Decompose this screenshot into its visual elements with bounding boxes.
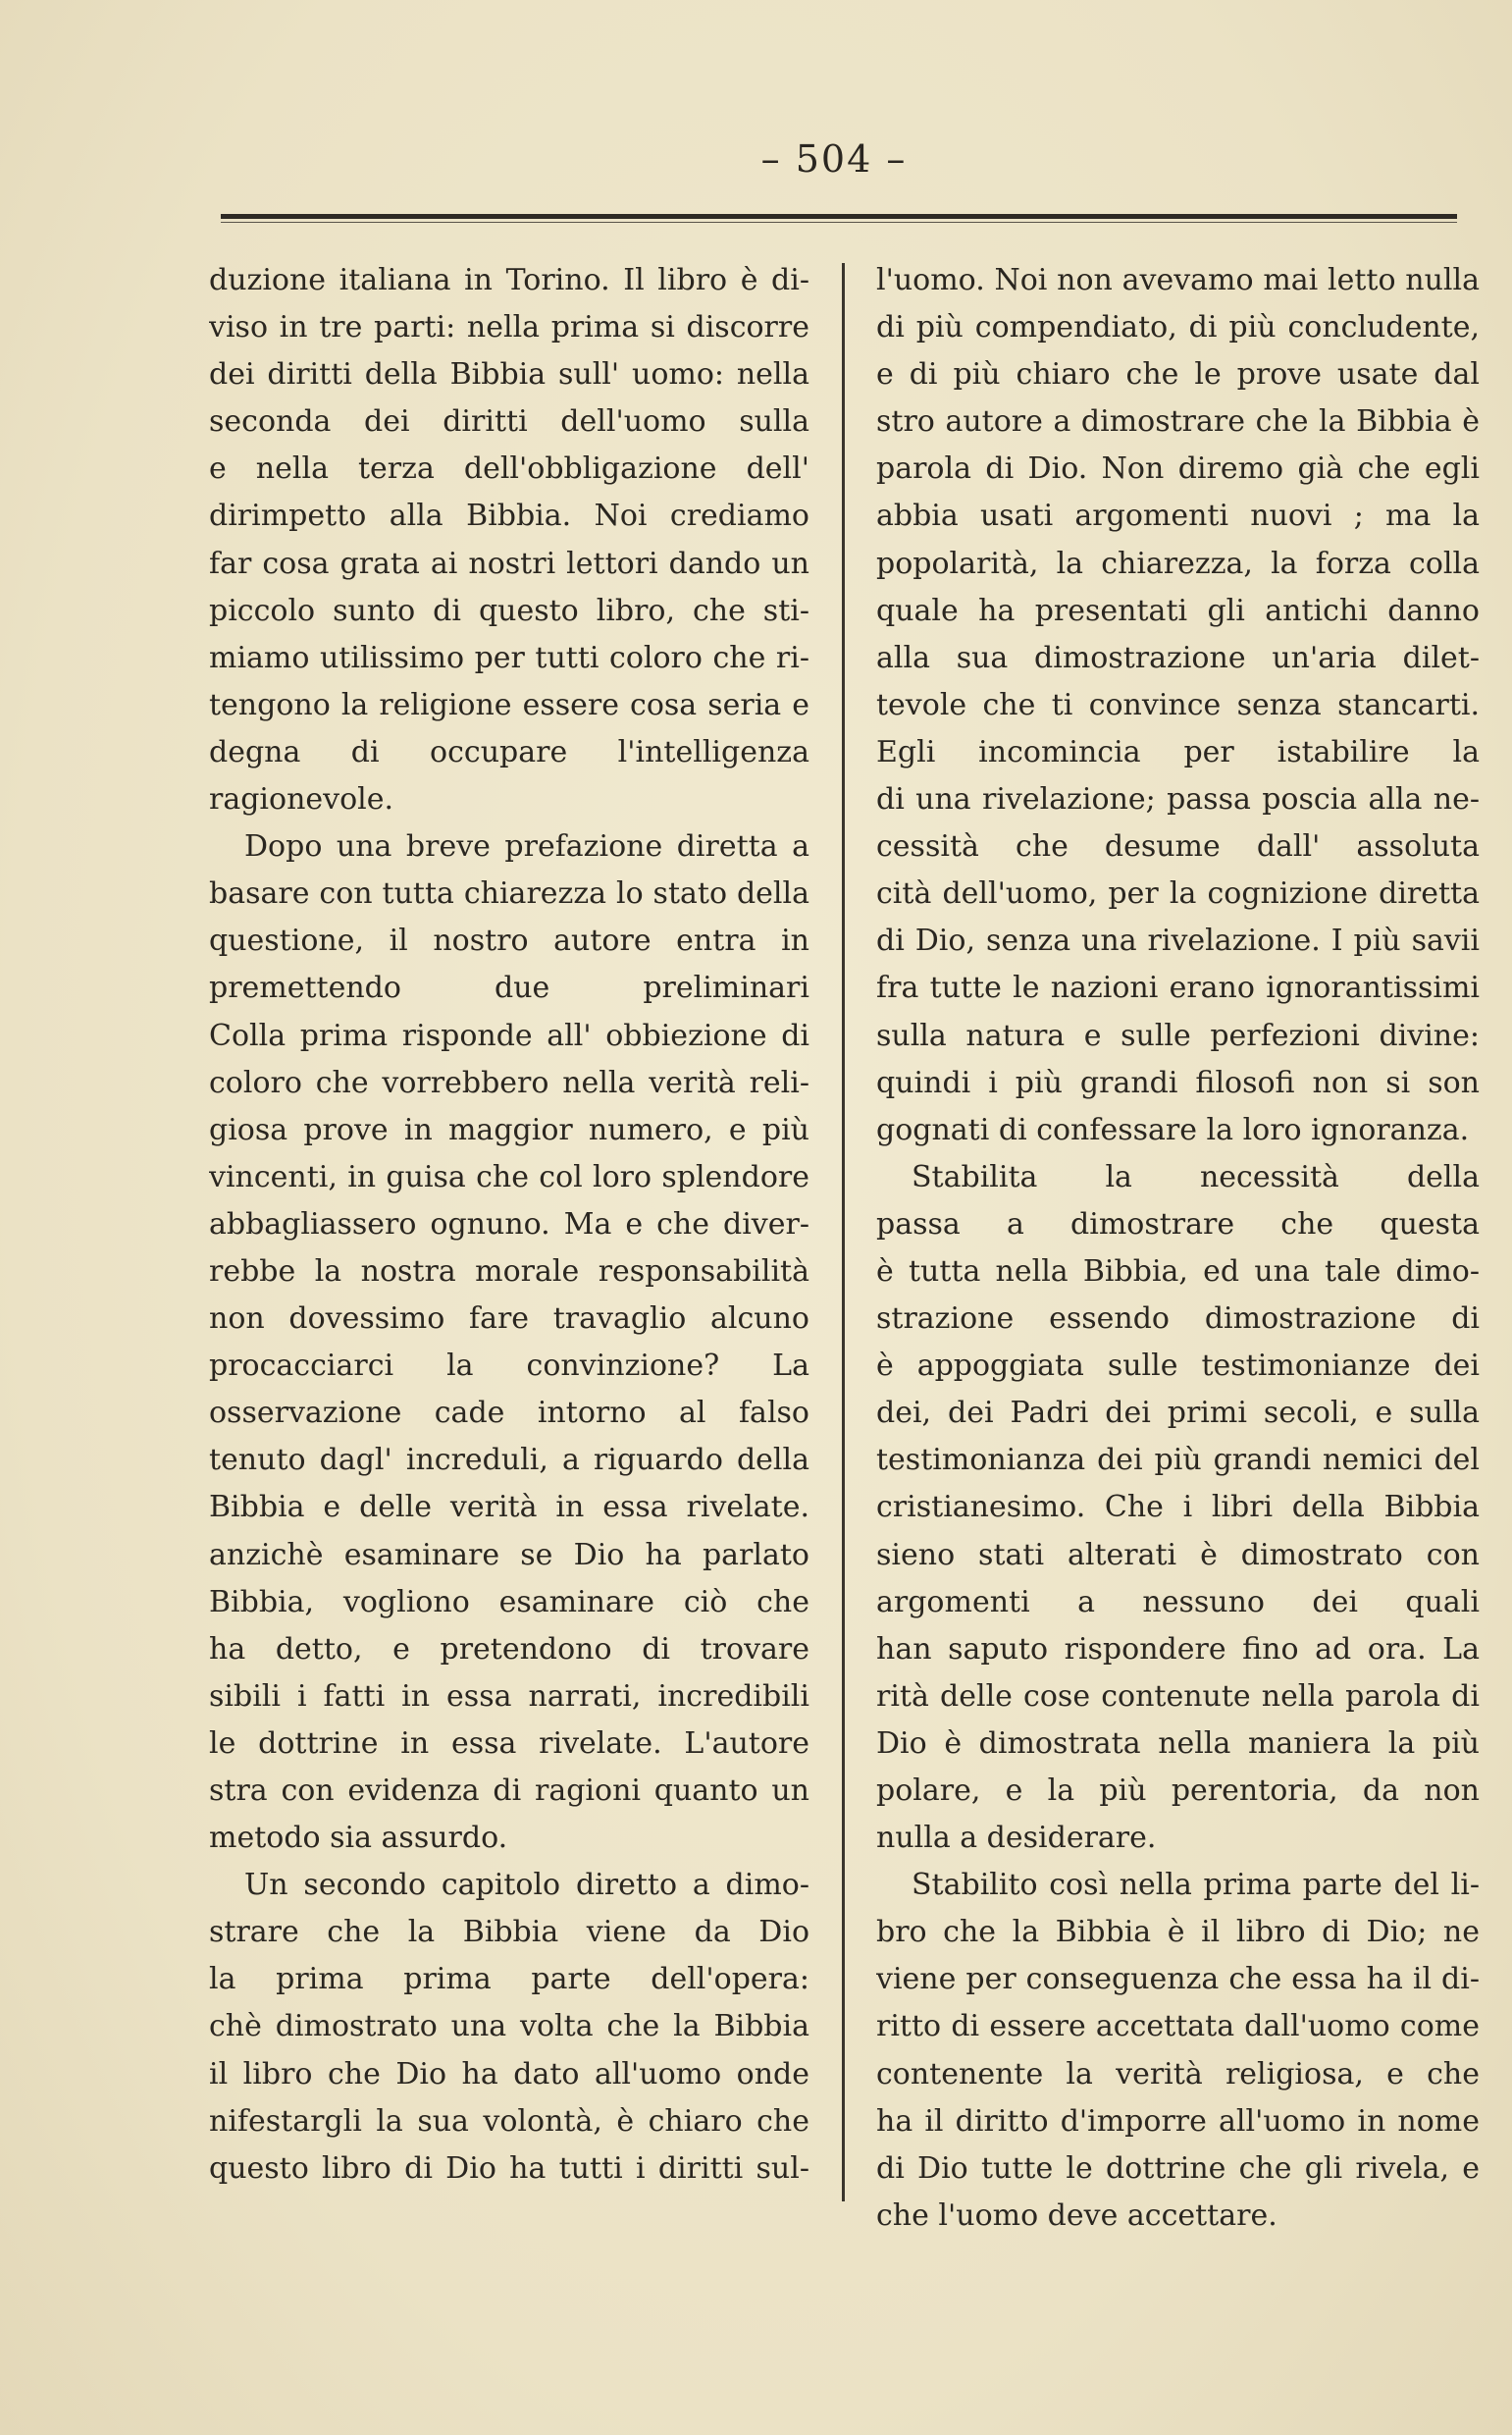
text-line: far cosa grata ai nostri lettori dando un (209, 546, 809, 581)
text-line: osservazione cade intorno al falso (209, 1396, 809, 1431)
text-line: rebbe la nostra morale responsabilità (209, 1253, 809, 1289)
text-line: Bibbia, vogliono esaminare ciò che (209, 1584, 809, 1619)
left-text-column (209, 257, 809, 2193)
text-line: stra con evidenza di ragioni quanto un (209, 1773, 809, 1808)
text-line: strare che la Bibbia viene da Dio (209, 1915, 809, 1950)
text-line: la prima prima parte dell'opera: (209, 1962, 809, 1997)
text-line: degna di occupare l'intelligenza (209, 734, 809, 769)
text-line: stro autore a dimostrare che la Bibbia è (876, 404, 1480, 440)
right-text-column (876, 257, 1480, 2240)
text-line: popolarità, la chiarezza, la forza colla (876, 546, 1480, 581)
text-line: basare con tutta chiarezza lo stato della (209, 876, 809, 912)
text-line: coloro che vorrebbero nella verità reli- (209, 1065, 809, 1100)
text-line: cessità che desume dall' assoluta (876, 829, 1480, 865)
text-line: alla sua dimostrazione un'aria dilet- (876, 640, 1480, 675)
text-line: metodo sia assurdo. (209, 1821, 508, 1856)
text-line: viene per conseguenza che essa ha il di- (876, 1962, 1480, 1997)
text-line: Dopo una breve prefazione diretta a (244, 829, 809, 865)
text-line: l'uomo. Noi non avevamo mai letto nulla (876, 263, 1480, 297)
text-line: tevole che ti convince senza stancarti. (876, 687, 1480, 722)
text-line: quale ha presentati gli antichi danno (876, 593, 1480, 628)
column-divider (842, 263, 845, 2201)
text-line: viso in tre parti: nella prima si discorre (209, 310, 809, 345)
text-line: di una rivelazione; passa poscia alla ne- (876, 782, 1480, 818)
text-line: cristianesimo. Che i libri della Bibbia (876, 1490, 1480, 1525)
text-line: quindi i più grandi filosofi non si son (876, 1065, 1480, 1100)
text-line: Stabilito così nella prima parte del li- (912, 1868, 1480, 1903)
text-line: cità dell'uomo, per la cognizione diretta (876, 876, 1480, 912)
text-line: è appoggiata sulle testimonianze dei (876, 1349, 1480, 1384)
text-line: dei, dei Padri dei primi secoli, e sulla (876, 1396, 1480, 1431)
text-line: dirimpetto alla Bibbia. Noi crediamo (209, 499, 809, 534)
text-line: strazione essendo dimostrazione di (876, 1301, 1480, 1337)
text-line: di Dio tutte le dottrine che gli rivela, e (876, 2150, 1480, 2186)
text-line: abbagliassero ognuno. Ma e che diver- (209, 1206, 809, 1242)
page-number: – 504 – (760, 137, 908, 181)
text-line: sibili i fatti in essa narrati, incredibili (209, 1678, 809, 1714)
text-line: premettendo due preliminari (209, 971, 809, 1006)
text-line: Bibbia e delle verità in essa rivelate. (209, 1490, 809, 1525)
text-line: contenente la verità religiosa, e che (876, 2056, 1480, 2091)
text-line: Egli incomincia per istabilire la (876, 734, 1480, 769)
text-line: Stabilita la necessità della (912, 1159, 1480, 1194)
text-line: non dovessimo fare travaglio alcuno (209, 1301, 809, 1337)
text-line: giosa prove in maggior numero, e più (209, 1112, 809, 1147)
text-line: argomenti a nessuno dei quali (876, 1584, 1480, 1619)
text-line: di più compendiato, di più concludente, (876, 310, 1480, 345)
text-line: bro che la Bibbia è il libro di Dio; ne (876, 1915, 1480, 1950)
text-line: questione, il nostro autore entra in (209, 924, 809, 959)
text-line: Dio è dimostrata nella maniera la più (876, 1725, 1480, 1761)
text-line: è tutta nella Bibbia, ed una tale dimo- (876, 1253, 1480, 1289)
text-line: il libro che Dio ha dato all'uomo onde (209, 2056, 809, 2091)
text-line: parola di Dio. Non diremo già che egli (876, 451, 1480, 487)
text-line: polare, e la più perentoria, da non (876, 1773, 1480, 1808)
text-line: chè dimostrato una volta che la Bibbia (209, 2009, 809, 2044)
text-line: che l'uomo deve accettare. (876, 2197, 1277, 2233)
text-line: le dottrine in essa rivelate. L'autore (209, 1725, 809, 1761)
text-line: tenuto dagl' increduli, a riguardo della (209, 1443, 809, 1478)
text-line: han saputo rispondere fino ad ora. La (876, 1631, 1480, 1667)
text-line: Un secondo capitolo diretto a dimo- (244, 1868, 809, 1903)
text-line: testimonianza dei più grandi nemici del (876, 1443, 1480, 1478)
text-line: procacciarci la convinzione? La (209, 1349, 809, 1384)
text-line: ragionevole. (209, 782, 394, 818)
text-line: nulla a desiderare. (876, 1821, 1157, 1856)
text-line: e di più chiaro che le prove usate dal (876, 357, 1480, 393)
text-line: gognati di confessare la loro ignoranza. (876, 1112, 1470, 1147)
text-line: fra tutte le nazioni erano ignorantissimi (876, 971, 1480, 1006)
text-line: questo libro di Dio ha tutti i diritti sul- (209, 2150, 809, 2186)
text-line: sulla natura e sulle perfezioni divine: (876, 1018, 1480, 1053)
text-line: ritto di essere accettata dall'uomo come (876, 2009, 1480, 2044)
text-line: miamo utilissimo per tutti coloro che ri- (209, 640, 809, 675)
text-line: rità delle cose contenute nella parola di (876, 1678, 1480, 1714)
text-line: vincenti, in guisa che col loro splendore (209, 1159, 809, 1194)
text-line: passa a dimostrare che questa (876, 1206, 1480, 1242)
text-line: duzione italiana in Torino. Il libro è di- (209, 263, 809, 297)
text-line: seconda dei diritti dell'uomo sulla (209, 404, 809, 440)
text-line: anzichè esaminare se Dio ha parlato (209, 1537, 809, 1572)
text-line: ha detto, e pretendono di trovare (209, 1631, 809, 1667)
text-line: nifestargli la sua volontà, è chiaro che (209, 2103, 809, 2139)
text-line: tengono la religione essere cosa seria e (209, 687, 809, 722)
text-line: di Dio, senza una rivelazione. I più savii (876, 924, 1480, 959)
text-line: e nella terza dell'obbligazione dell' (209, 451, 809, 487)
text-line: piccolo sunto di questo libro, che sti- (209, 593, 809, 628)
text-line: Colla prima risponde all' obbiezione di (209, 1018, 809, 1053)
header-rule (221, 214, 1457, 219)
text-line: sieno stati alterati è dimostrato con (876, 1537, 1480, 1572)
text-line: dei diritti della Bibbia sull' uomo: nella (209, 357, 809, 393)
text-line: abbia usati argomenti nuovi ; ma la (876, 499, 1480, 534)
text-line: ha il diritto d'imporre all'uomo in nome (876, 2103, 1480, 2139)
